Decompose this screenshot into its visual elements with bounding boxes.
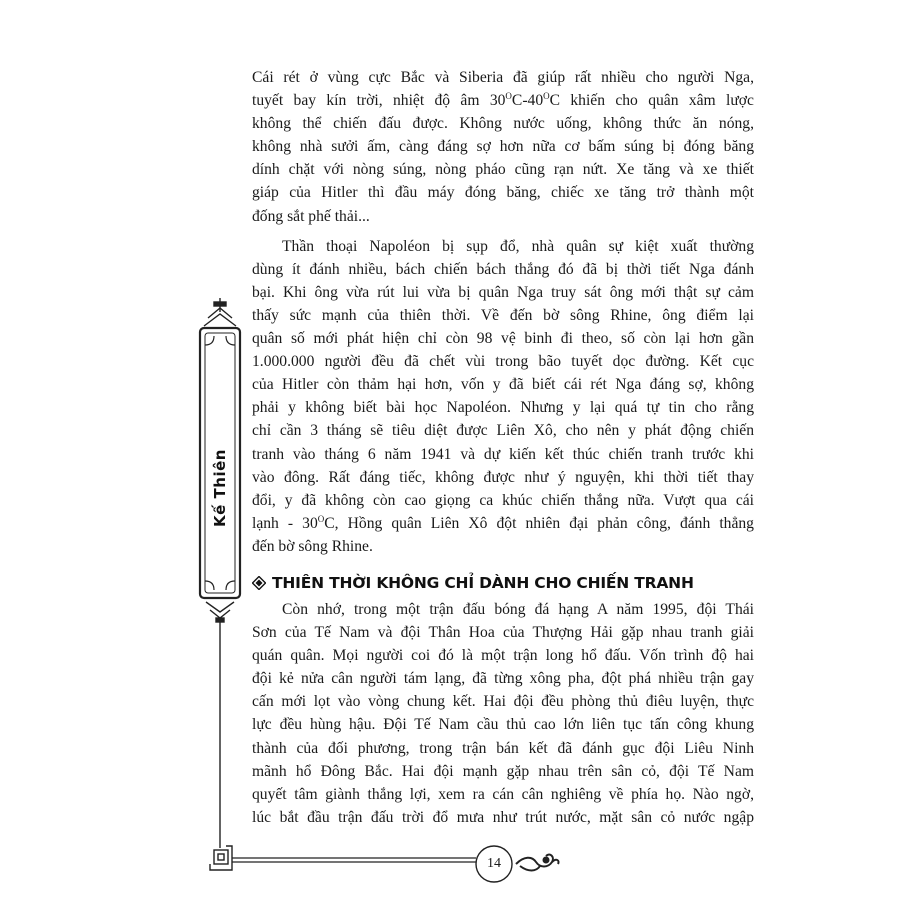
tab-bottom-ornament	[206, 602, 234, 622]
text-line: Còn nhớ, trong một trận đấu bóng đá hạng A năm 1995, đội Thái	[282, 600, 754, 618]
text-fragment: C khiến cho quân xâm lược	[549, 92, 754, 110]
tab-top-ornament	[204, 298, 236, 326]
text-line: đến bờ sông Rhine.	[252, 537, 373, 555]
text-line: Sơn của Tế Nam và đội Thân Hoa của Thượng Hải gặp nhau tranh giải	[252, 624, 754, 642]
paragraph-3	[252, 598, 754, 829]
degree-mark: O	[505, 90, 512, 101]
text-line: đổi, y đã không còn cao giọng ca khúc chiến thắng nữa. Vượt qua cái	[252, 491, 754, 509]
side-tab-text: Kế Thiên	[211, 449, 229, 527]
text-line: 1.000.000 người đều đã chết vùi trong bão tuyết dọc đường. Kết cục	[252, 353, 754, 371]
text-line: thành của đối phương, trong trận bán kết đã đánh gục đội Liêu Ninh	[252, 739, 754, 757]
degree-mark: O	[543, 90, 550, 101]
text-fragment: tuyết bay kín trời, nhiệt độ âm 30	[252, 92, 506, 110]
text-line	[252, 89, 754, 112]
text-line: Cái rét ở vùng cực Bắc và Siberia đã giúp rất nhiều cho người Nga,	[252, 69, 754, 86]
section-heading	[252, 574, 754, 592]
text-fragment: lạnh - 30	[252, 514, 318, 532]
text-line	[252, 512, 754, 535]
text-line: quân số mới phát hiện chỉ còn 98 vệ binh đi theo, số còn lại hơn gần	[252, 330, 754, 348]
page-number: 14	[487, 856, 501, 871]
text-fragment: C-40	[511, 92, 544, 110]
page-content	[252, 66, 754, 829]
text-line: không thể chiến đấu được. Không nước uống, không thức ăn nóng,	[252, 115, 754, 133]
text-line: cấn mới lọt vào vòng chung kết. Hai đội đều phòng thủ điêu luyện, thực	[252, 693, 754, 711]
text-line: tranh vào tháng 6 năm 1941 và dự kiến kết thúc chiến tranh trước khi	[252, 445, 754, 463]
text-line: của Hitler còn thảm hại hơn, vốn y đã biết cái rét Nga đáng sợ, không	[252, 376, 754, 394]
text-line: phải y không biết bài học Napoléon. Nhưng y lại quá tự tin cho rằng	[252, 399, 754, 417]
text-line: lực đều hùng hậu. Đội Tế Nam cầu thủ cao lớn liên tục tấn công khung	[252, 716, 754, 734]
text-line: chỉ cần 3 tháng sẽ tiêu diệt được Liên Xô, cho nên y phát động chiến	[252, 422, 754, 440]
corner-key-ornament	[210, 846, 232, 870]
text-line: dính chặt với nòng súng, nòng pháo cũng rạn nứt. Xe tăng và xe thiết	[252, 161, 754, 179]
diamond-bullet-icon	[252, 576, 266, 590]
text-line: giáp của Hitler thì đầu máy đóng băng, chiếc xe tăng trở thành một	[252, 184, 754, 202]
side-tab-label	[212, 448, 228, 528]
text-line: đống sắt phế thải...	[252, 207, 370, 225]
degree-mark: O	[317, 513, 325, 524]
text-line: không nhà sưởi ấm, càng đáng sợ hơn nữa cơ bấm súng bị đóng băng	[252, 138, 754, 156]
text-line: vào đông. Rất đáng tiếc, không được như ý nguyện, khi thời tiết thay	[252, 468, 754, 486]
text-line: dùng ít đánh nhiều, bách chiến bách thắng đó đã bị thời tiết Nga đánh	[252, 260, 754, 278]
text-fragment: C, Hồng quân Liên Xô đột nhiên đại phản công, đánh thẳng	[324, 514, 754, 532]
paragraph-2	[252, 235, 754, 558]
text-line: bại. Khi ông vừa rút lui vừa bị quân Nga truy sát ông mới thật sự cảm	[252, 283, 754, 301]
text-line: quán quân. Mọi người coi đó là một trận long hổ đấu. Vốn trình độ hai	[252, 647, 754, 665]
section-heading-text: THIÊN THỜI KHÔNG CHỈ DÀNH CHO CHIẾN TRANH	[272, 573, 694, 592]
text-line: mãnh hổ Đông Bắc. Hai đội mạnh gặp nhau trên sân cỏ, đội Tế Nam	[252, 762, 754, 780]
text-line: đội kẻ nửa cân người tám lạng, đã từng xông pha, đột phá nhiều trận gay	[252, 670, 754, 688]
text-line: Thần thoại Napoléon bị sụp đổ, nhà quân sự kiệt xuất thường	[282, 237, 754, 255]
text-line: lúc bắt đầu trận đấu trời đổ mưa như trút nước, mặt sân cỏ nước ngập	[252, 808, 754, 826]
text-line: thấy sức mạnh của thiên thời. Về đến bờ sông Rhine, ông điểm lại	[252, 306, 754, 324]
paragraph-1	[252, 66, 754, 228]
swirl-flourish-icon	[516, 855, 559, 871]
text-line: quyết tâm giành thắng lợi, xem ra cán cân nghiêng về phía họ. Nào ngờ,	[252, 785, 754, 803]
